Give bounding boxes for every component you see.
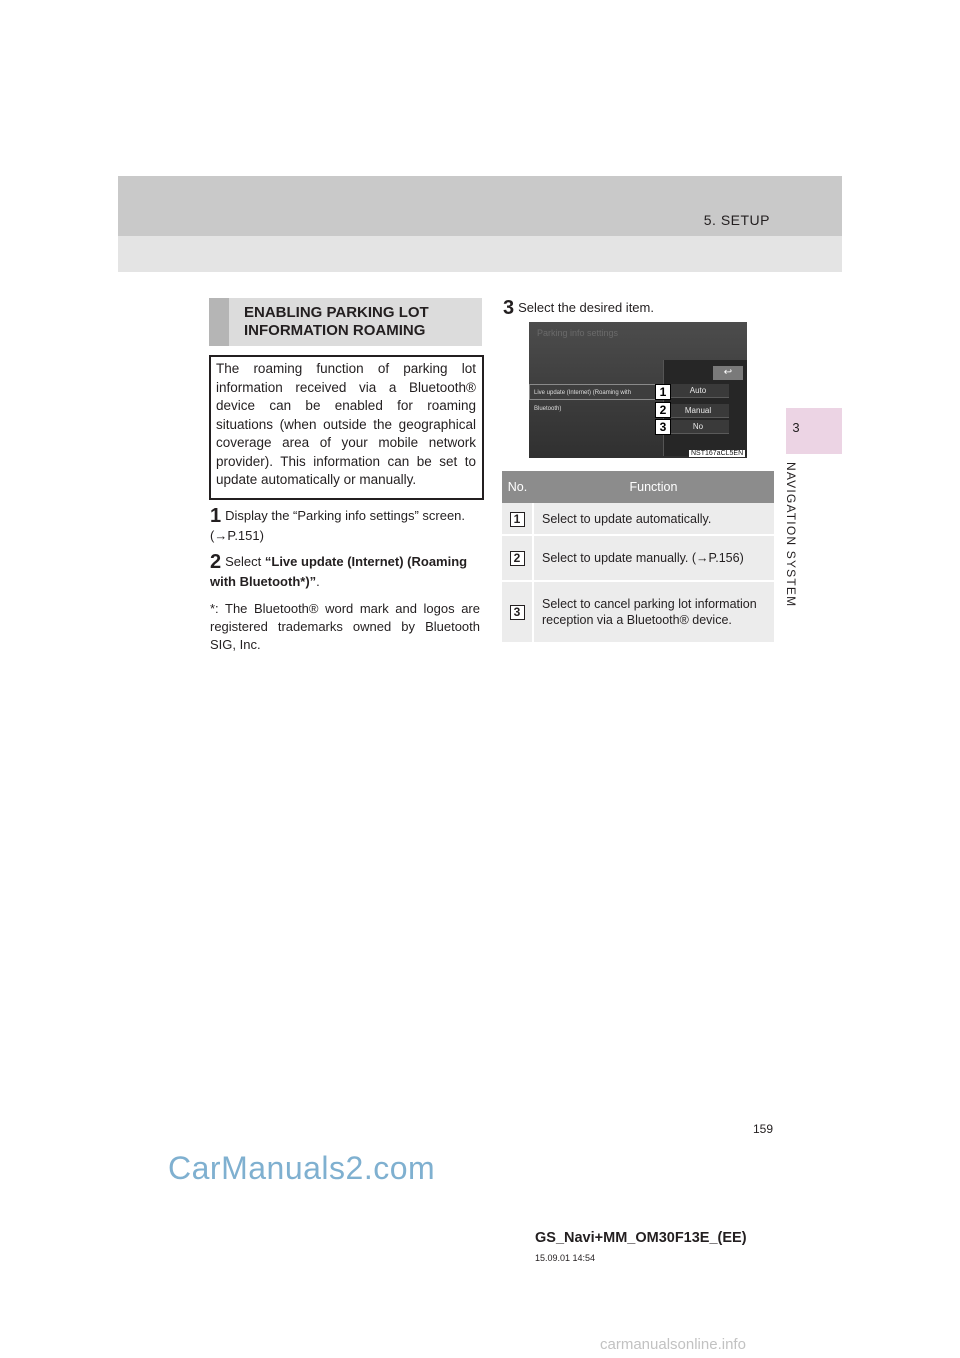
step-1-number: 1 bbox=[210, 505, 222, 527]
table-cell-text: Select to update manually. (→P.156) bbox=[533, 535, 774, 581]
bottom-watermark: carmanualsonline.info bbox=[600, 1336, 746, 1353]
section-title: 5. SETUP bbox=[703, 212, 770, 228]
table-cell-num bbox=[502, 535, 533, 581]
step-1 bbox=[210, 506, 480, 545]
table-cell-text: Select to cancel parking lot information reception via a Bluetooth® device. bbox=[533, 581, 774, 643]
table-cell-text: Select to update automatically. bbox=[533, 503, 774, 535]
step-3-text: Select the desired item. bbox=[518, 300, 654, 315]
page-number: 159 bbox=[753, 1122, 774, 1136]
section-heading: ENABLING PARKING LOT INFORMATION ROAMING bbox=[244, 304, 429, 339]
image-code: NST167aCL5EN bbox=[691, 450, 744, 457]
step-2 bbox=[210, 552, 480, 591]
callout-2: 2 bbox=[655, 402, 671, 418]
number-3-icon: 3 bbox=[510, 605, 525, 620]
step-2-suffix: . bbox=[316, 574, 320, 589]
table-cell-num bbox=[502, 581, 533, 643]
step-2-number: 2 bbox=[210, 551, 222, 573]
step-2-prefix: Select bbox=[225, 554, 265, 569]
number-1-icon: 1 bbox=[510, 512, 525, 527]
screen-option-no: No bbox=[667, 420, 729, 434]
intro-text: The roaming function of parking lot information received via a Bluetooth® device can be enabled for roaming situations (when outside the geographical coverage area of your mobile network provider). This information can be set to update automatically or manually. bbox=[216, 361, 476, 487]
table-row bbox=[502, 581, 774, 643]
chapter-side-label: NAVIGATION SYSTEM bbox=[784, 462, 798, 608]
callout-1: 1 bbox=[655, 384, 671, 400]
table-header-no: No. bbox=[502, 471, 533, 503]
back-arrow-icon: ↩ bbox=[713, 366, 743, 380]
table-row bbox=[502, 535, 774, 581]
chapter-number: 3 bbox=[792, 420, 800, 435]
section-heading-bar bbox=[209, 298, 229, 346]
watermark: CarManuals2.com bbox=[168, 1150, 436, 1186]
table-row bbox=[502, 503, 774, 535]
screen-title: Parking info settings bbox=[537, 328, 619, 338]
trademark-note: *: The Bluetooth® word mark and logos are registered trademarks owned by Bluetooth SIG, Inc. bbox=[210, 601, 480, 652]
step-1-text: Display the “Parking info settings” screen. (→P.151) bbox=[210, 508, 466, 543]
screen-option-manual: Manual bbox=[667, 404, 729, 418]
screen-option-auto: Auto bbox=[667, 384, 729, 398]
print-date: 15.09.01 14:54 bbox=[535, 1253, 596, 1263]
step-2-bold-label: “Live update (Internet) (Roaming with Bluetooth*)” bbox=[210, 554, 468, 589]
table-header-function: Function bbox=[533, 471, 774, 503]
table-header-row bbox=[502, 471, 774, 503]
header-subband bbox=[118, 236, 842, 272]
document-code: GS_Navi+MM_OM30F13E_(EE) bbox=[535, 1230, 747, 1246]
screen-image bbox=[529, 322, 747, 458]
table-cell-num bbox=[502, 503, 533, 535]
number-2-icon: 2 bbox=[510, 551, 525, 566]
screen-row-live-update: Live update (Internet) (Roaming with Bluetooth) bbox=[529, 384, 657, 400]
step-3-number: 3 bbox=[503, 297, 515, 319]
function-table bbox=[502, 471, 774, 644]
callout-3: 3 bbox=[655, 419, 671, 435]
step-3 bbox=[503, 298, 773, 318]
